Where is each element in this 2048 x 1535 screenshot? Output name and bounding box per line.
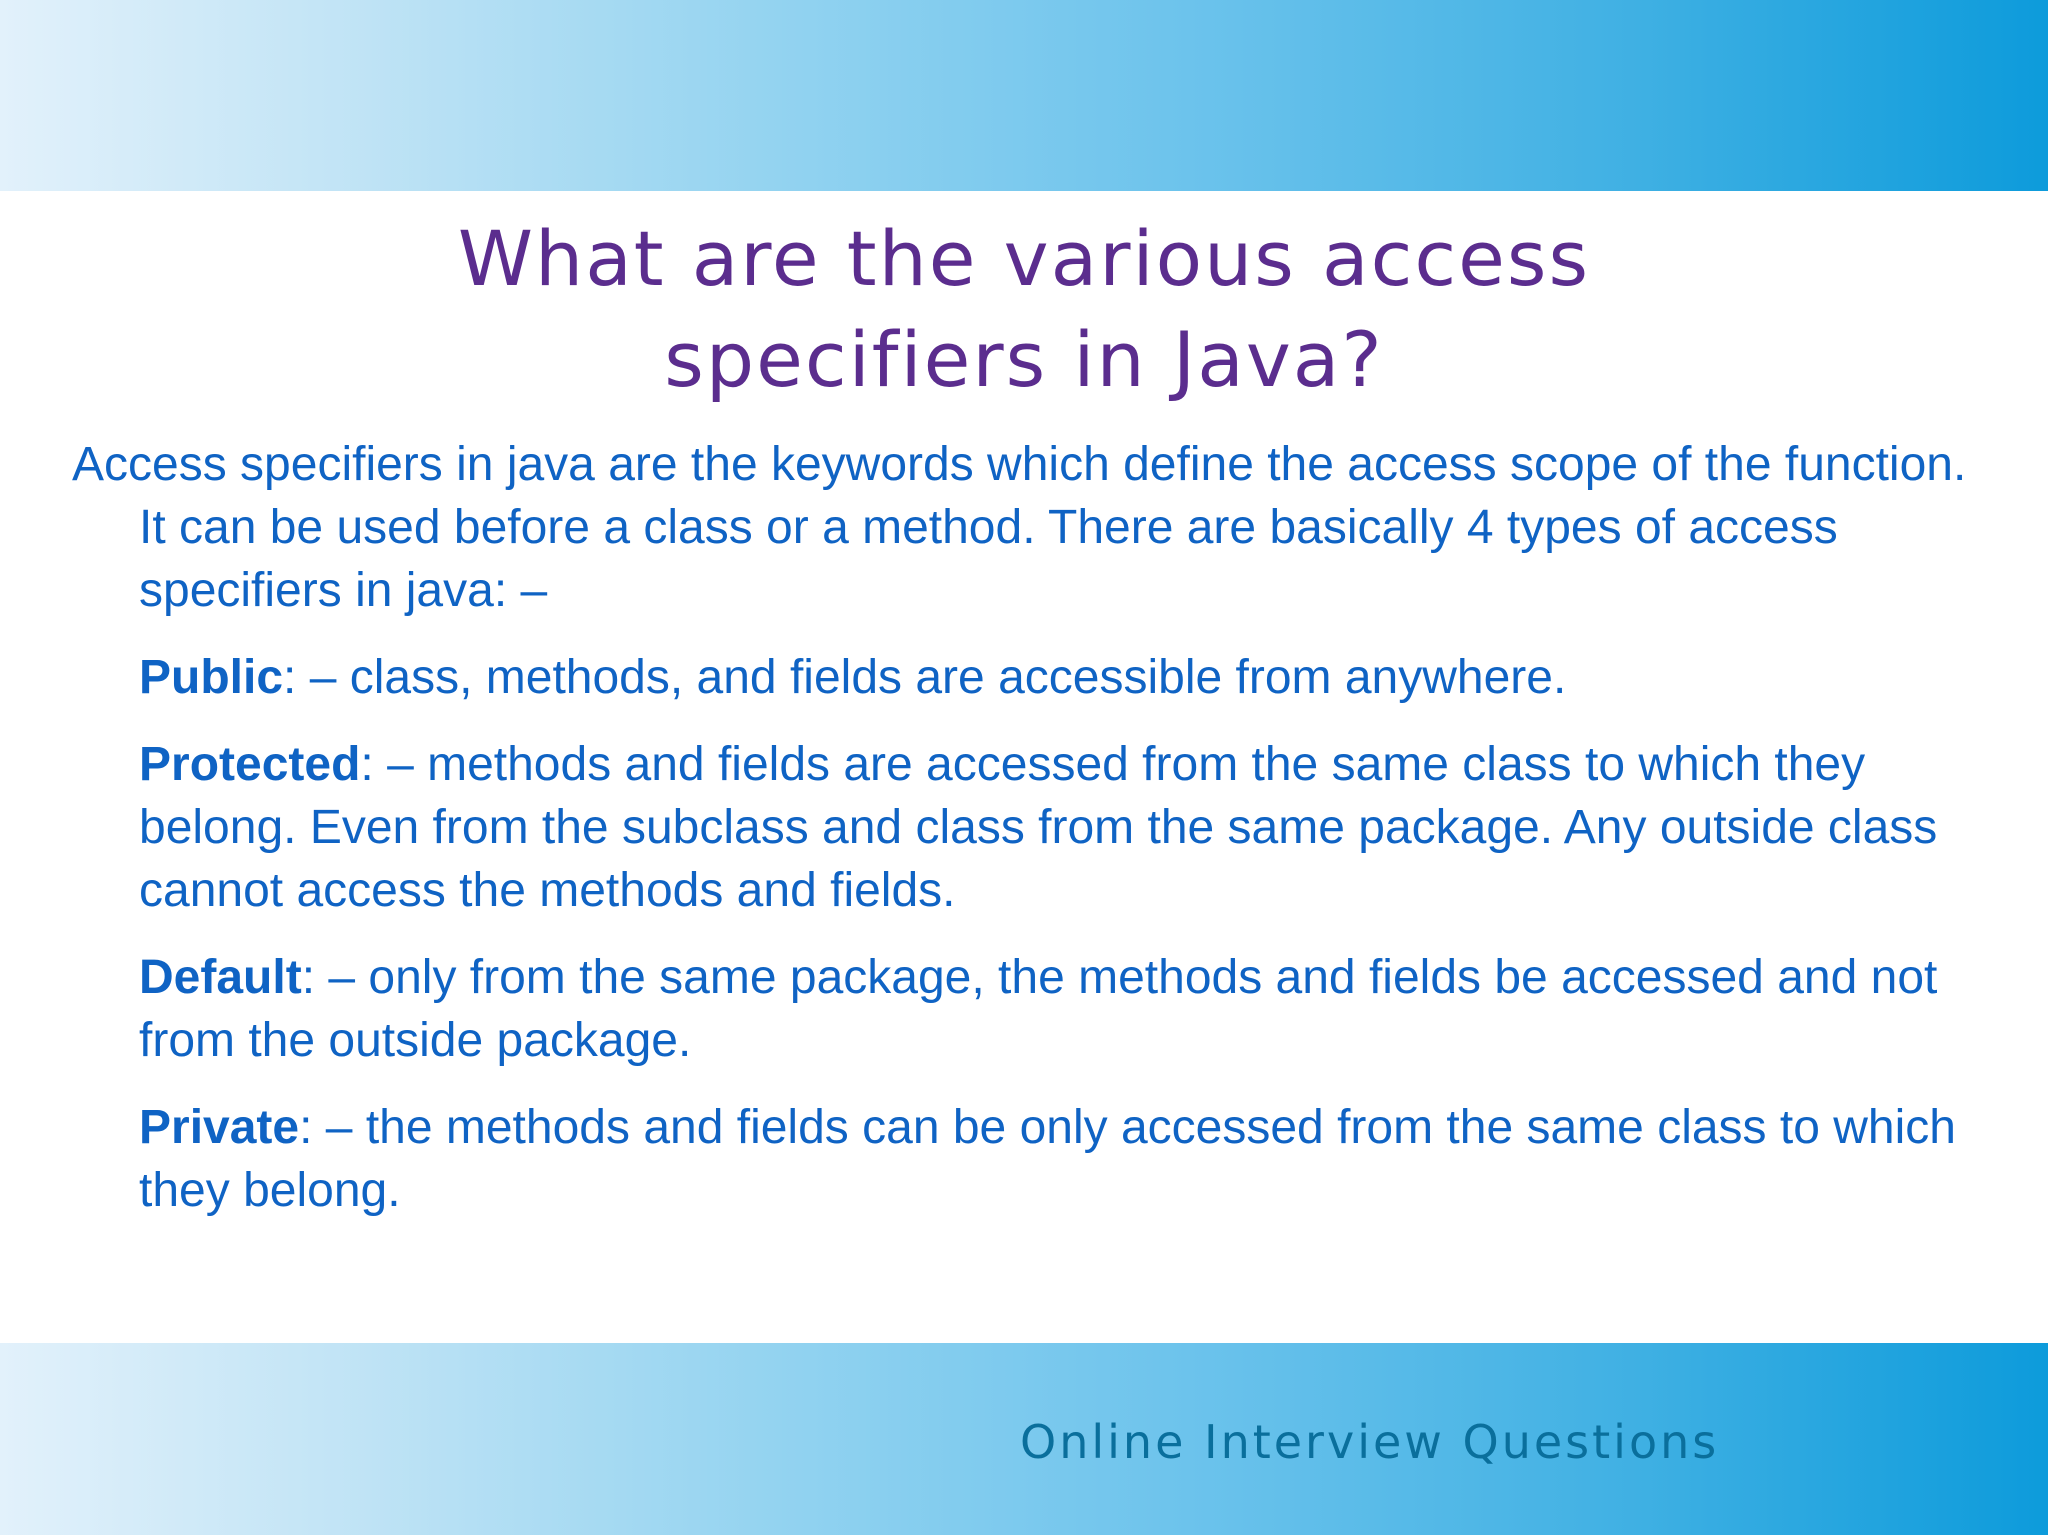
access-term: Protected [139, 738, 361, 791]
intro-paragraph: Access specifiers in java are the keywords which define the access scope of the function. It can be used before a class or a method. There are basically 4 types of access specifiers in java: – [72, 438, 1967, 617]
access-item-public [72, 646, 1992, 709]
top-gradient-band [0, 0, 2048, 191]
access-description: : – the methods and fields can be only accessed from the same class to which they belong. [139, 1101, 1956, 1217]
slide-title [0, 208, 2048, 410]
slide-body [72, 433, 1992, 1222]
access-term: Private [139, 1101, 300, 1154]
footer-brand-text: Online Interview Questions [1020, 1415, 1720, 1469]
access-term: Default [139, 951, 302, 1004]
access-term: Public [139, 651, 284, 704]
access-item-default [72, 946, 1992, 1072]
access-description: : – class, methods, and fields are accessible from anywhere. [283, 651, 1567, 704]
access-item-private [72, 1096, 1992, 1222]
access-item-protected [72, 733, 1992, 922]
slide-title-line-1: What are the various access [457, 214, 1591, 303]
access-description: : – methods and fields are accessed from the same class to which they belong. Even from the subclass and class from the same package. Any outside class cannot access the methods and fields. [139, 738, 1938, 917]
slide-title-line-2: specifiers in Java? [664, 315, 1384, 404]
access-description: : – only from the same package, the methods and fields be accessed and not from the outside package. [139, 951, 1938, 1067]
